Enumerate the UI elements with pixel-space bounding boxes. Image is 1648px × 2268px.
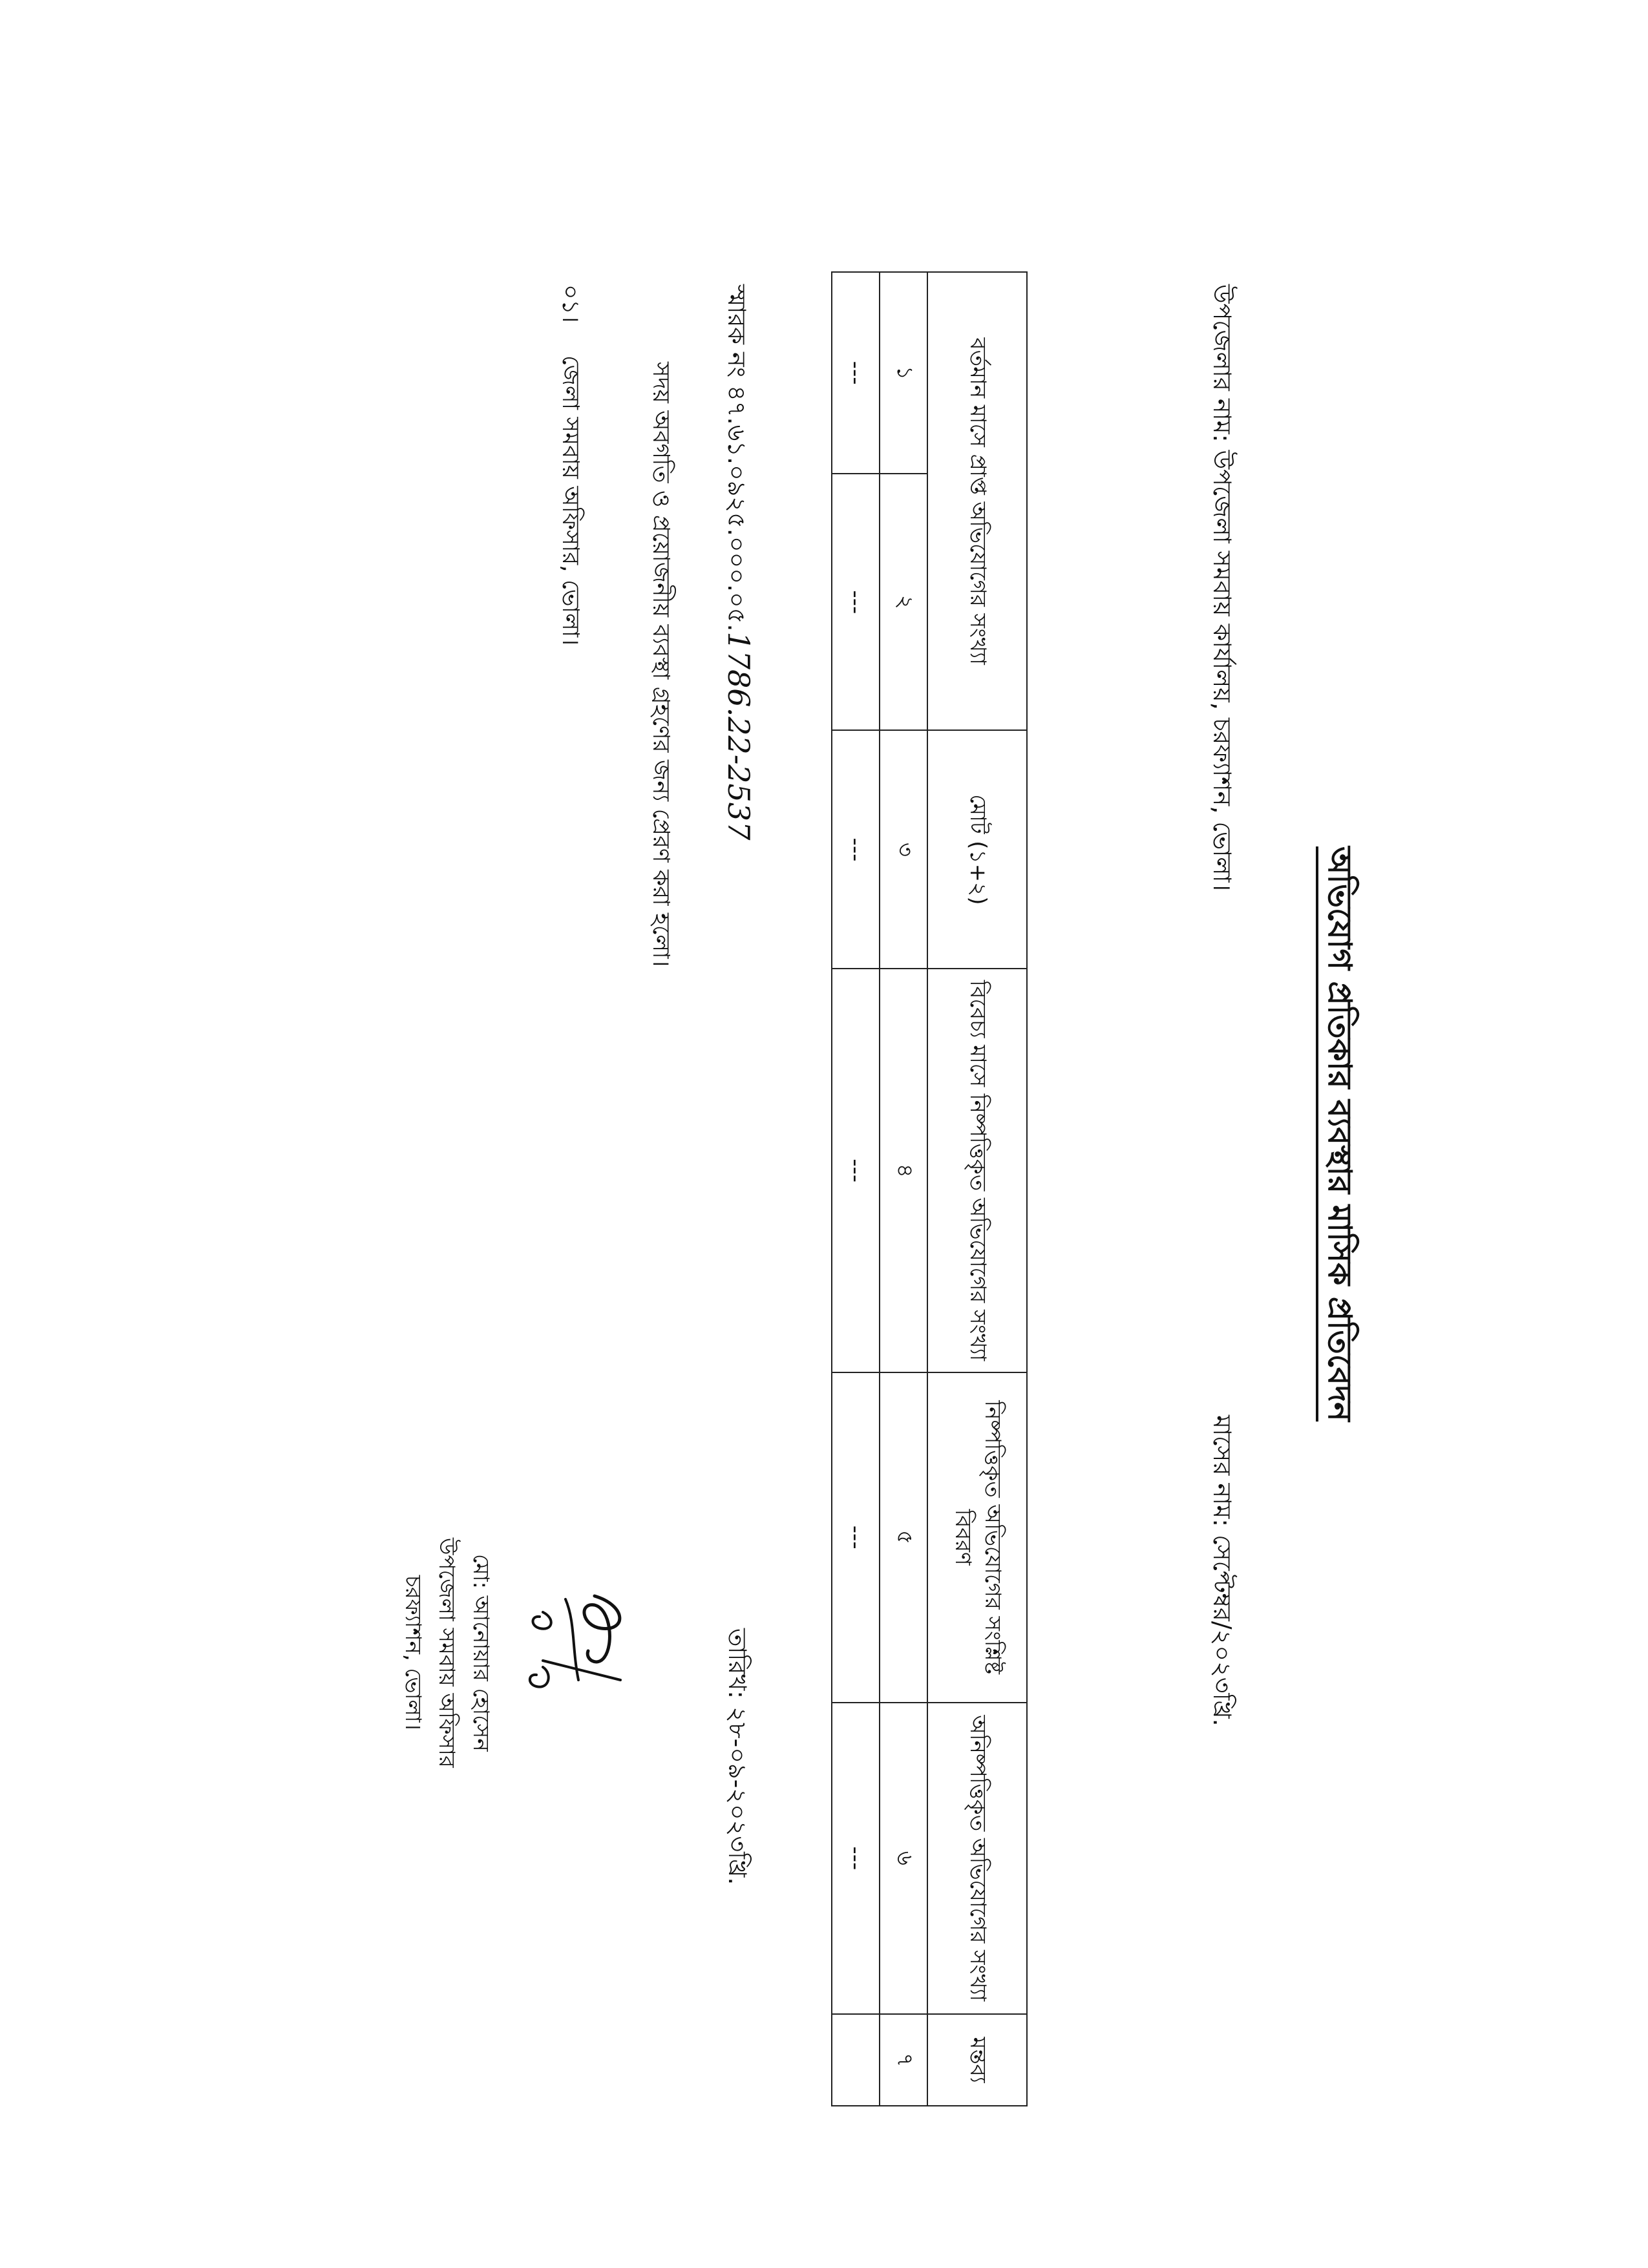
col-number: ৬ — [880, 1703, 927, 2014]
signer-name: মো: আনোয়ার হোসেন — [468, 1554, 494, 1752]
signer-designation: উপজেলা সমবায় অফিসার — [434, 1538, 460, 1768]
report-title-text: অভিযোগ প্রতিকার ব্যবস্থার মাসিক প্রতিবেদন — [1316, 846, 1358, 1422]
month-name: মাসের নাম: সেপ্টেম্বর/২০২৩খ্রি. — [1208, 1415, 1236, 1727]
report-title — [1310, 0, 1364, 2268]
table-header-row — [927, 272, 1027, 2106]
upazila-name: উপজেলার নাম: উপজেলা সমবায় কার্যালয়, চরফ্যাশন, ভোলা। — [1208, 284, 1236, 892]
memo-number — [714, 284, 756, 840]
recipient-number: ০১। — [557, 284, 584, 323]
header-total: মোট (১+২) — [927, 730, 1027, 969]
table-cell: --- — [832, 1372, 880, 1703]
recipient-line — [549, 284, 588, 646]
signer-block — [396, 1538, 498, 1768]
table-cell: --- — [832, 969, 880, 1372]
col-number: ২ — [880, 474, 927, 730]
header-received: বর্তমান মাসে প্রাপ্ত অভিযোগের সংখ্যা — [927, 272, 1027, 730]
header-unresolved: অনিষ্পত্তিকৃত অভিযোগের সংখ্যা — [927, 1703, 1027, 2014]
table-number-row — [880, 272, 927, 2106]
memo-prefix: স্মারক নং ৪৭.৬১.০৯২৫.০০০.০৫. — [723, 284, 751, 632]
header-resolved-details: নিষ্পত্তিকৃত অভিযোগের সংশ্লিষ্ট বিবরণ — [927, 1372, 1027, 1703]
col-number: ১ — [880, 272, 927, 474]
table-cell: --- — [832, 730, 880, 969]
table-cell: --- — [832, 272, 880, 474]
col-number: ৩ — [880, 730, 927, 969]
col-number: ৪ — [880, 969, 927, 1372]
memo-date: তারিখ: ২৮-০৯-২০২৩খ্রি. — [723, 1628, 752, 1885]
handwritten-signature — [517, 1583, 640, 1699]
memo-handwritten: 1786.22-2537 — [721, 631, 756, 841]
header-remarks: মন্তব্য — [927, 2014, 1027, 2106]
col-number: ৭ — [880, 2014, 927, 2106]
recipient-name: জেলা সমবায় অফিসার, ভোলা। — [557, 355, 584, 646]
signer-location: চরফ্যাশন, ভোলা। — [399, 1575, 426, 1730]
col-number: ৫ — [880, 1372, 927, 1703]
table-cell: --- — [832, 1703, 880, 2014]
table-row — [832, 272, 880, 2106]
table-cell — [832, 2014, 880, 2106]
forward-note: সদয় অবগতি ও প্রয়োজনীয় ব্যবস্থা গ্রহণের জন্য প্রেরণ করা হলো। — [648, 362, 674, 967]
complaint-table — [831, 271, 1028, 2106]
header-resolved: বিবেচ্য মাসে নিষ্পত্তিকৃত অভিযোগের সংখ্যা — [927, 969, 1027, 1372]
table-cell: --- — [832, 474, 880, 730]
